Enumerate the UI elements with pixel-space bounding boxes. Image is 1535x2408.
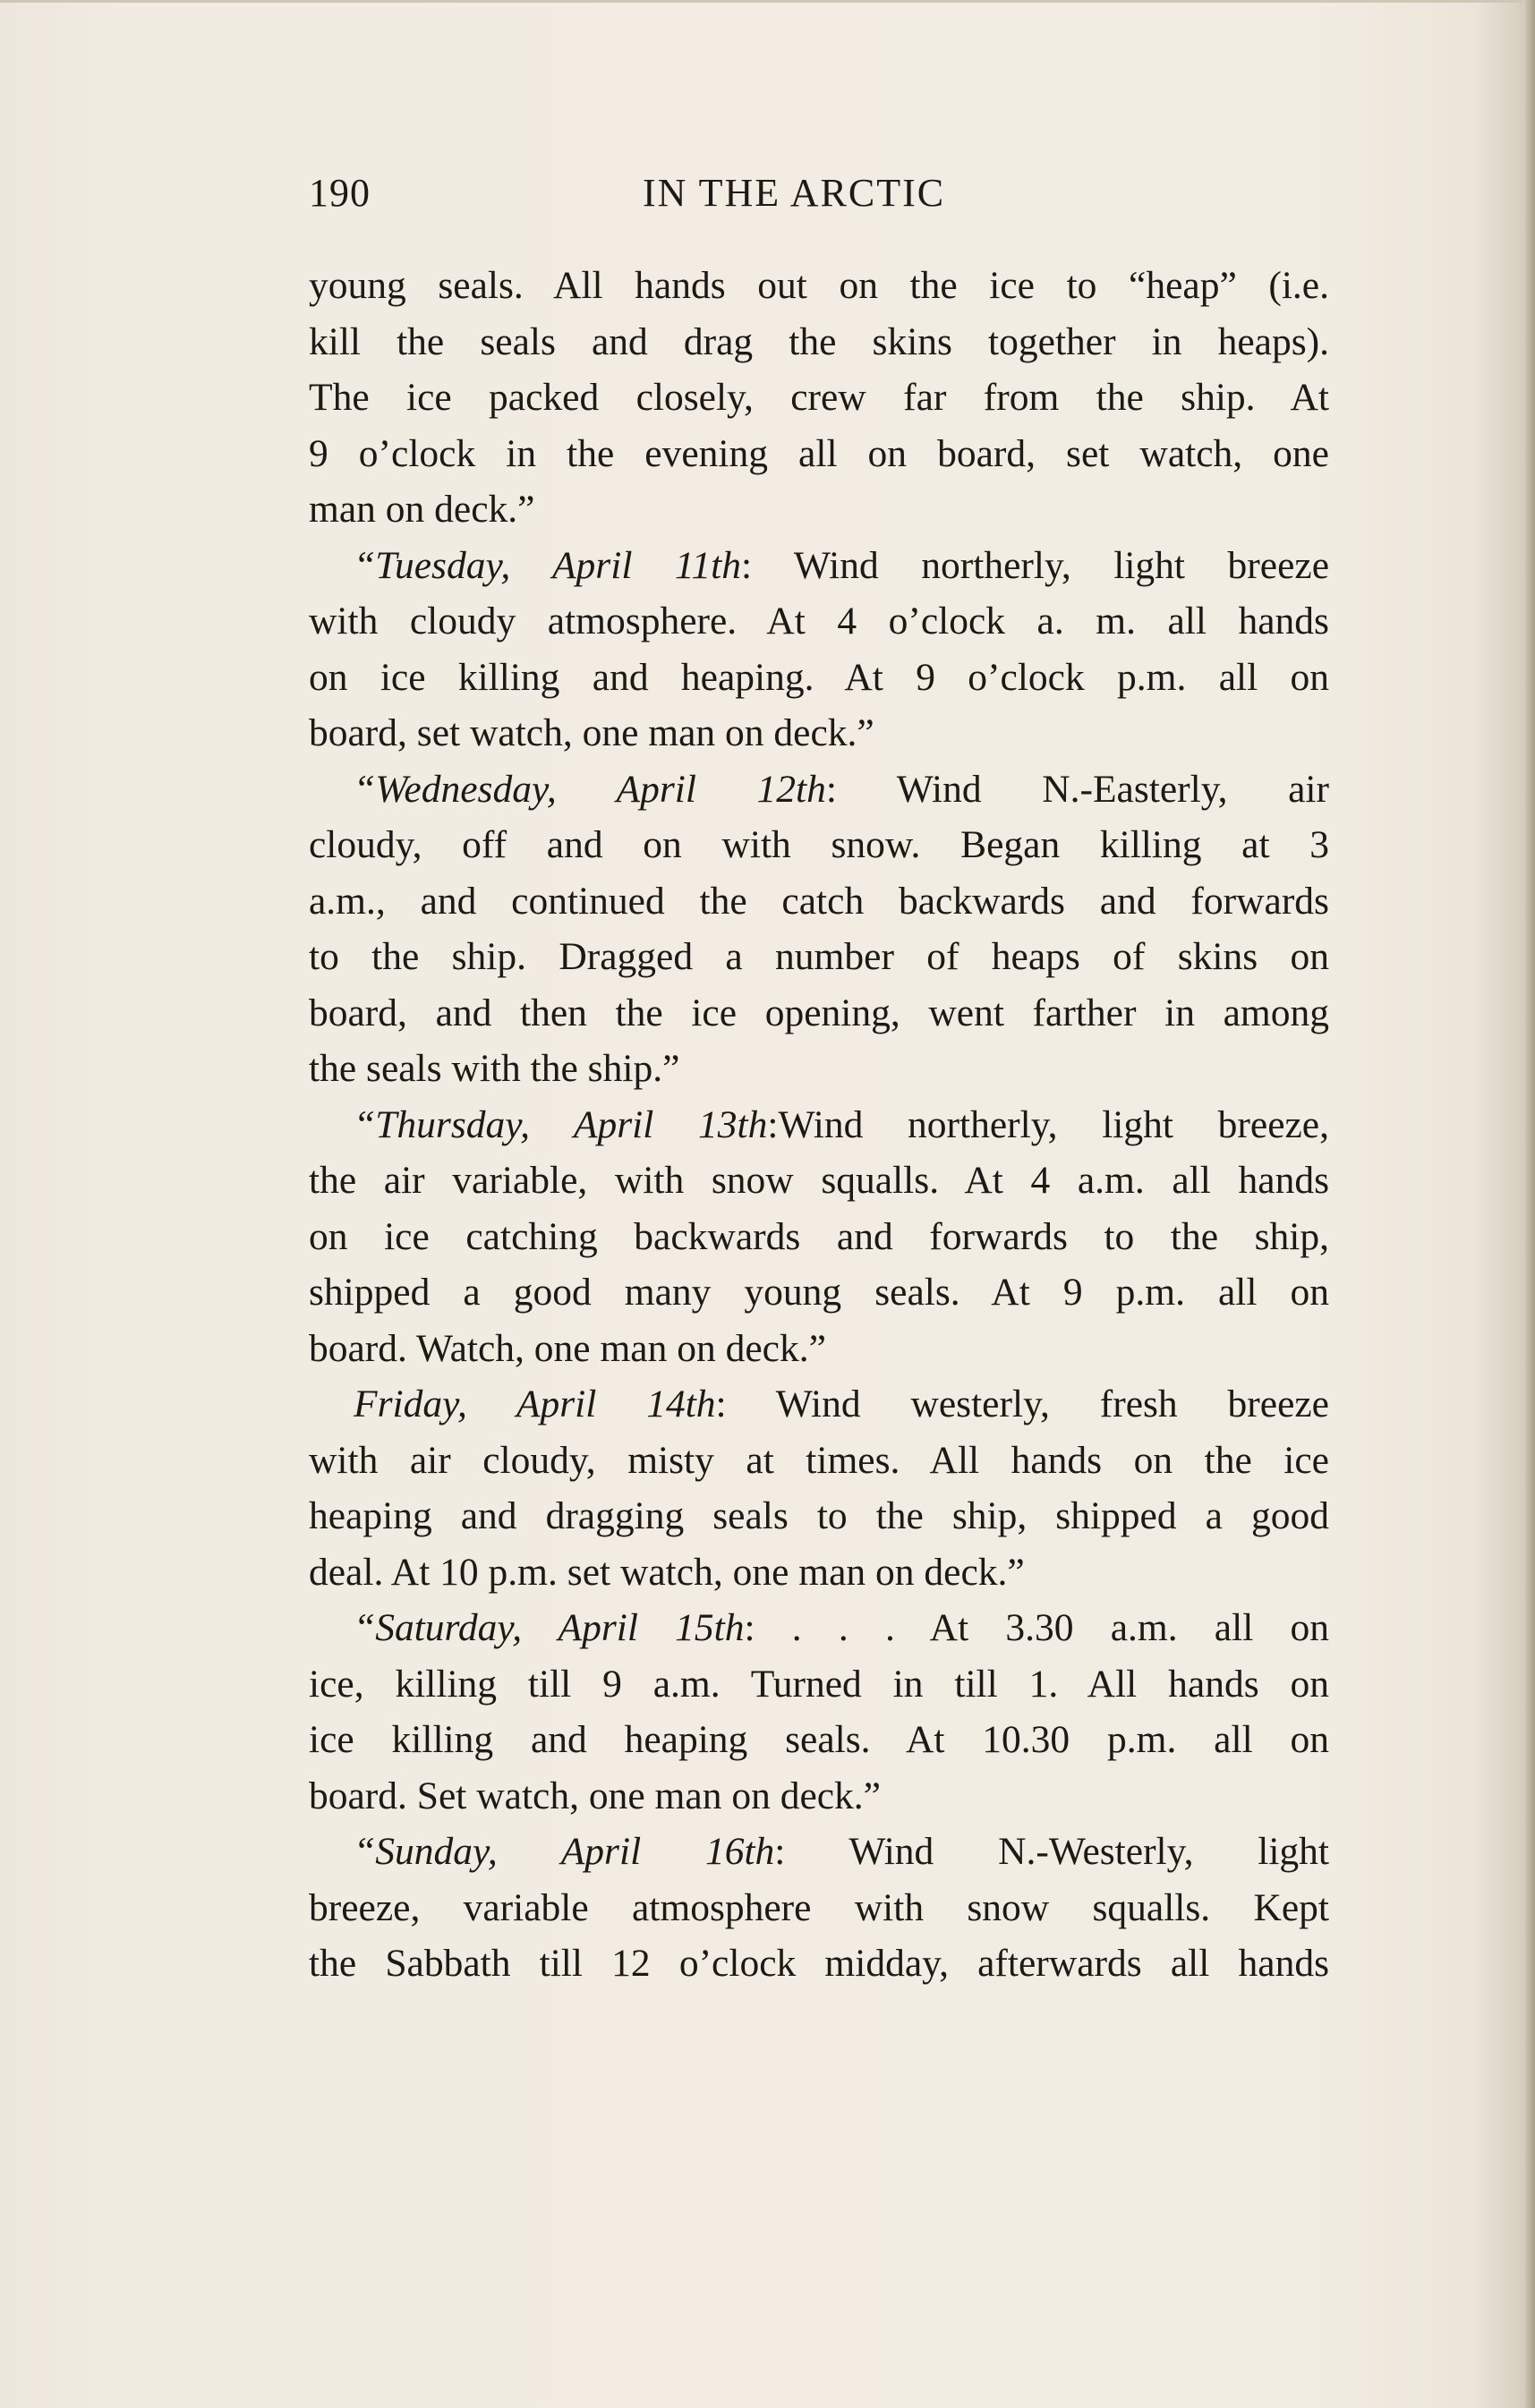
page-top-edge [0, 0, 1535, 3]
text-line: The ice packed closely, crew far from the ship. At [309, 376, 1329, 419]
text-line: with air cloudy, misty at times. All hands on the ice [309, 1438, 1329, 1482]
diary-date: “Sunday, April 16th [354, 1830, 775, 1873]
page-binding-edge [1522, 0, 1535, 2408]
text-line [309, 1376, 1329, 1433]
text-line [309, 1824, 1329, 1880]
text-line: young seals. All hands out on the ice to “heap” (i.e. [309, 264, 1329, 307]
diary-date: Friday, April 14th [354, 1383, 716, 1425]
diary-entry-text: : . . . At 3.30 a.m. all on [744, 1606, 1329, 1649]
text-line: ice killing and heaping seals. At 10.30 p.m. all on [309, 1718, 1329, 1761]
diary-entry-text: :Wind northerly, light breeze, [767, 1102, 1329, 1146]
diary-date: “Thursday, April 13th [354, 1102, 768, 1146]
text-line: heaping and dragging seals to the ship, shipped a good [309, 1494, 1329, 1537]
text-line: ice, killing till 9 a.m. Turned in till 1. All hands on [309, 1662, 1329, 1706]
text-line: a.m., and continued the catch backwards and forwards [309, 879, 1329, 923]
text-line: board. Set watch, one man on deck.” [309, 1774, 881, 1817]
diary-entry-text: : Wind westerly, fresh breeze [715, 1383, 1329, 1425]
text-line [309, 762, 1329, 818]
diary-date: “Wednesday, April 12th [354, 767, 826, 811]
text-line: kill the seals and drag the skins together in heaps). [309, 319, 1329, 363]
diary-date: “Saturday, April 15th [354, 1606, 745, 1649]
text-line [309, 1600, 1329, 1656]
diary-entry-text: : Wind N.-Easterly, air [825, 767, 1329, 811]
diary-entry-text: : Wind N.-Westerly, light [774, 1830, 1329, 1873]
text-line [309, 1097, 1329, 1153]
text-line: on ice catching backwards and forwards to the ship, [309, 1214, 1329, 1258]
text-line: 9 o’clock in the evening all on board, set watch, one [309, 431, 1329, 475]
text-line: board, and then the ice opening, went farther in among [309, 991, 1329, 1034]
diary-entry-text: : Wind northerly, light breeze [741, 543, 1329, 587]
text-line: breeze, variable atmosphere with snow squalls. Kept [309, 1885, 1329, 1929]
text-line: to the ship. Dragged a number of heaps of skins on [309, 935, 1329, 978]
diary-date: “Tuesday, April 11th [354, 543, 742, 587]
text-line: shipped a good many young seals. At 9 p.m. all on [309, 1271, 1329, 1314]
text-line: board, set watch, one man on deck.” [309, 711, 874, 754]
page-number: 190 [309, 171, 371, 215]
page-header [309, 170, 1329, 224]
running-head: IN THE ARCTIC [643, 171, 946, 215]
body-text [309, 258, 1329, 1992]
text-line: deal. At 10 p.m. set watch, one man on deck.” [309, 1550, 1025, 1594]
text-line: the seals with the ship.” [309, 1047, 680, 1090]
text-line: with cloudy atmosphere. At 4 o’clock a. m. all hands [309, 600, 1329, 642]
text-line: man on deck.” [309, 488, 535, 531]
text-line: board. Watch, one man on deck.” [309, 1326, 826, 1370]
text-line [309, 538, 1329, 594]
text-line: on ice killing and heaping. At 9 o’clock p.m. all on [309, 655, 1329, 699]
text-line: cloudy, off and on with snow. Began killing at 3 [309, 823, 1329, 866]
text-line: the air variable, with snow squalls. At 4 a.m. all hands [309, 1159, 1329, 1202]
text-line: the Sabbath till 12 o’clock midday, afterwards all hands [309, 1942, 1329, 1985]
